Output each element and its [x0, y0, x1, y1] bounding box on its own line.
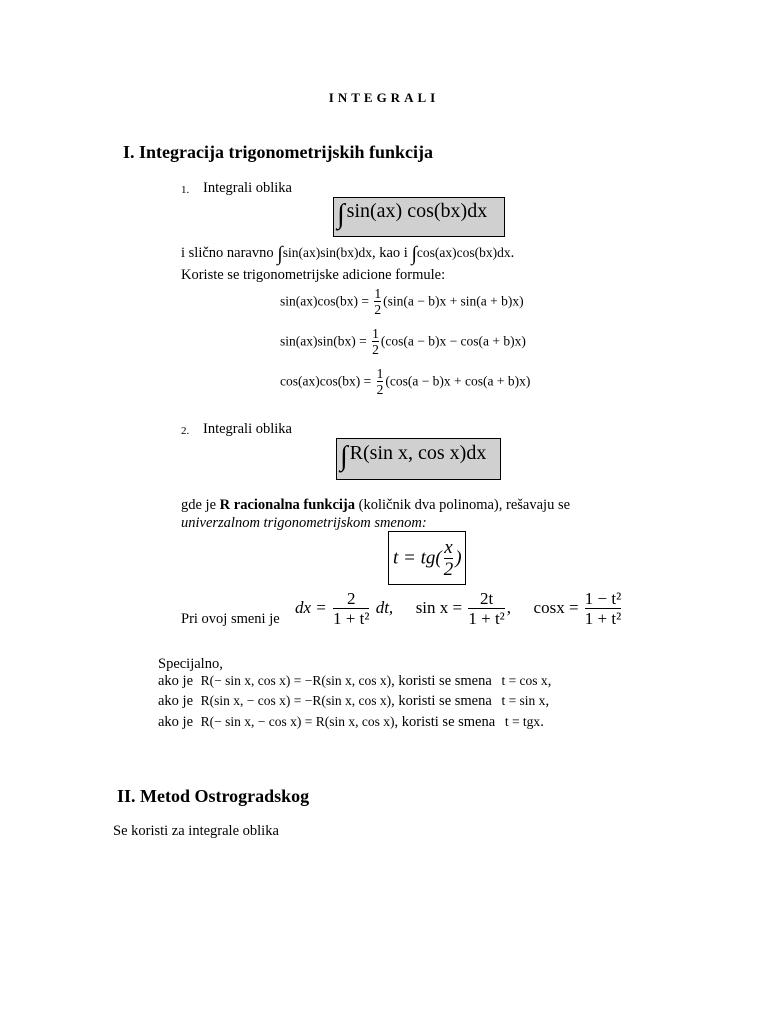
formulas-intro: Koriste se trigonometrijske adicione formule: — [181, 267, 446, 283]
formula-2: R(sin x, cos x)dx — [349, 442, 487, 464]
dx-den: 1 + t² — [333, 608, 370, 628]
sin-lhs: sin x = — [415, 597, 463, 617]
dx-lhs: dx = — [295, 597, 327, 617]
similar-formula-2: cos(ax)cos(bx)dx — [416, 245, 511, 260]
identity-rhs: (sin(a − b)x + sin(a + b)x) — [383, 293, 524, 309]
row-substitution: t = sin x — [501, 693, 546, 708]
row-middle: , koristi se smena — [391, 673, 492, 689]
row-prefix: ako je — [158, 714, 194, 730]
integral-sign: ∫ — [337, 199, 345, 230]
integral-sign: ∫ — [340, 441, 348, 472]
row-end: . — [540, 714, 544, 730]
fraction-num: 1 — [372, 326, 379, 341]
section-1-heading: I. Integracija trigonometrijskih funkcija — [123, 142, 433, 162]
identity-rhs: (cos(a − b)x + cos(a + b)x) — [385, 373, 531, 389]
row-condition: R(− sin x, − cos x) = R(sin x, cos x) — [200, 714, 395, 729]
fraction-num: 1 — [376, 366, 384, 381]
similar-end: . — [510, 245, 515, 261]
formula-box-2 — [336, 438, 501, 480]
formula-box-1 — [333, 197, 505, 237]
desc-italic: univerzalnom trigonometrijskom smenom: — [181, 515, 427, 531]
row-end: , — [545, 693, 550, 709]
desc-bold: R racionalna funkcija — [219, 497, 355, 513]
identity-2 — [280, 327, 526, 357]
subst-lhs: t = tg( — [393, 547, 442, 569]
pri-text: Pri ovoj smeni je — [181, 611, 280, 627]
item-2-number: 2. — [181, 425, 190, 437]
row-condition: R(sin x, − cos x) = −R(sin x, cos x) — [200, 693, 392, 708]
desc-rest: (količnik dva polinoma), rešavaju se — [358, 497, 571, 513]
subst-rhs: ) — [455, 547, 462, 569]
dx-num: 2 — [346, 589, 356, 608]
identity-lhs: sin(ax)sin(bx) = — [280, 333, 367, 349]
substitution-box — [388, 531, 466, 585]
page-title: INTEGRALI — [328, 90, 440, 105]
formula-1: sin(ax) cos(bx)dx — [346, 200, 488, 222]
identity-rhs: (cos(a − b)x − cos(a + b)x) — [380, 333, 526, 349]
item-1-label: Integrali oblika — [203, 180, 292, 196]
identity-3 — [280, 367, 530, 397]
row-middle: , koristi se smena — [394, 714, 496, 730]
special-heading: Specijalno, — [158, 656, 223, 672]
desc-prefix: gde je — [181, 497, 217, 513]
subst-den: 2 — [443, 558, 454, 580]
kao-i: , kao i — [371, 245, 408, 261]
cos-lhs: cosx = — [533, 597, 579, 617]
fraction-den: 2 — [374, 302, 382, 318]
similar-text: i slično naravno — [181, 245, 274, 261]
section-2-heading: II. Metod Ostrogradskog — [117, 786, 310, 806]
row-condition: R(− sin x, cos x) = −R(sin x, cos x) — [200, 673, 392, 688]
cos-den: 1 + t² — [584, 608, 622, 628]
special-row — [158, 714, 544, 731]
integral-sign: ∫ — [277, 243, 283, 265]
row-prefix: ako je — [158, 673, 194, 689]
similar-formula-1: sin(ax)sin(bx)dx — [282, 245, 372, 260]
fraction-num: 1 — [374, 286, 382, 301]
item-1-number: 1. — [181, 184, 190, 196]
special-row — [158, 693, 549, 710]
sin-rhs: , — [506, 597, 512, 617]
row-middle: , koristi se smena — [391, 693, 492, 709]
row-substitution: t = tgx — [504, 714, 541, 729]
description-line — [181, 497, 570, 514]
item-2-label: Integrali oblika — [203, 421, 292, 437]
special-row — [158, 673, 551, 690]
identity-lhs: cos(ax)cos(bx) = — [280, 373, 372, 389]
similar-line — [181, 243, 514, 266]
fraction-den: 2 — [372, 342, 379, 358]
section-2-text: Se koristi za integrale oblika — [113, 823, 279, 839]
sin-num: 2t — [479, 589, 494, 608]
cos-num: 1 − t² — [584, 589, 622, 608]
row-prefix: ako je — [158, 693, 194, 709]
integral-sign: ∫ — [411, 243, 417, 265]
dx-rhs: dt, — [375, 597, 394, 617]
identity-lhs: sin(ax)cos(bx) = — [280, 293, 369, 309]
subst-num: x — [444, 537, 453, 558]
row-end: , — [547, 673, 552, 689]
sin-den: 1 + t² — [468, 608, 505, 628]
substitution-results — [295, 590, 623, 628]
row-substitution: t = cos x — [501, 673, 548, 688]
fraction-den: 2 — [376, 382, 384, 398]
identity-1 — [280, 287, 524, 317]
